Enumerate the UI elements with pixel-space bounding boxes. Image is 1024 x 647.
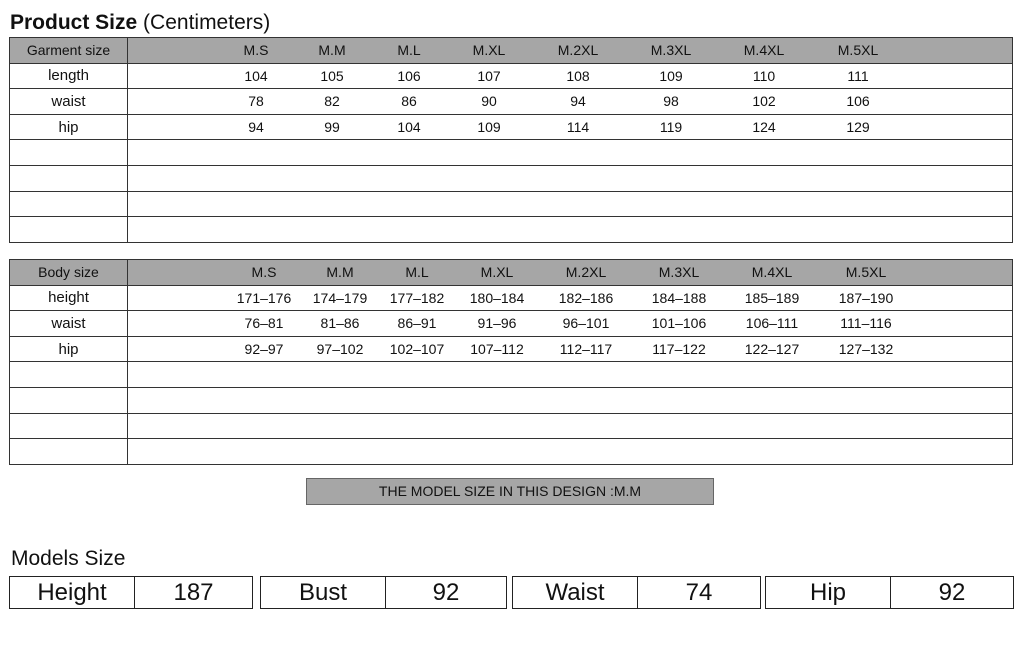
model-size-banner: THE MODEL SIZE IN THIS DESIGN :M.M <box>306 478 714 505</box>
table-cell: 91–96 <box>477 315 517 332</box>
column-header: M.5XL <box>837 42 879 59</box>
table-cell: 97–102 <box>316 341 364 358</box>
table-cell: 92–97 <box>244 341 284 358</box>
column-header: M.3XL <box>658 264 700 281</box>
row-label: length <box>10 63 128 89</box>
table-cell: 94 <box>570 93 586 110</box>
empty-row <box>10 165 1013 191</box>
table-cell: 107 <box>477 67 501 84</box>
column-header: M.XL <box>472 42 506 59</box>
page-title <box>10 10 270 36</box>
table-cell: 110 <box>752 67 776 84</box>
row-values <box>128 63 1013 89</box>
models-size-title: Models Size <box>11 547 126 570</box>
row-label: waist <box>10 89 128 115</box>
empty-row <box>10 413 1013 439</box>
table-cell: 78 <box>248 93 264 110</box>
table-cell: 104 <box>244 67 268 84</box>
empty-row <box>10 362 1013 388</box>
garment-size-table <box>9 37 1013 243</box>
column-header: M.M <box>318 42 346 59</box>
column-header: M.S <box>251 264 277 281</box>
table-cell: 102–107 <box>389 341 445 358</box>
table-cell: 109 <box>659 67 683 84</box>
model-hip-box <box>765 576 1014 609</box>
table-cell: 107–112 <box>470 341 524 358</box>
table-cell: 106 <box>397 67 421 84</box>
table-cell: 184–188 <box>651 289 707 306</box>
table-cell: 117–122 <box>652 341 706 358</box>
garment-header-row <box>10 38 1013 64</box>
table-cell: 98 <box>663 93 679 110</box>
model-height-label: Height <box>10 577 135 608</box>
model-bust-label: Bust <box>261 577 386 608</box>
column-header: M.L <box>397 42 421 59</box>
table-cell: 111 <box>847 67 869 84</box>
table-cell: 82 <box>324 93 340 110</box>
table-row <box>10 114 1013 140</box>
empty-row <box>10 217 1013 243</box>
table-cell: 105 <box>320 67 344 84</box>
row-label: hip <box>10 114 128 140</box>
table-cell: 111–116 <box>840 315 892 332</box>
table-cell: 108 <box>566 67 590 84</box>
column-header: M.2XL <box>557 42 599 59</box>
table-cell: 76–81 <box>244 315 284 332</box>
table-row <box>10 285 1013 311</box>
table-cell: 102 <box>752 93 776 110</box>
garment-header-values <box>128 38 1013 64</box>
table-cell: 180–184 <box>469 289 525 306</box>
body-header-row <box>10 260 1013 286</box>
body-header-label: Body size <box>10 260 128 286</box>
row-values <box>128 336 1013 362</box>
model-bust-box <box>260 576 507 609</box>
column-header: M.4XL <box>751 264 793 281</box>
table-cell: 94 <box>248 119 264 136</box>
table-cell: 174–179 <box>312 289 368 306</box>
table-cell: 182–186 <box>558 289 614 306</box>
model-waist-box <box>512 576 761 609</box>
table-cell: 104 <box>397 119 421 136</box>
model-hip-label: Hip <box>766 577 891 608</box>
row-label: waist <box>10 311 128 337</box>
table-cell: 124 <box>752 119 776 136</box>
column-header: M.5XL <box>845 264 887 281</box>
row-label: hip <box>10 336 128 362</box>
table-cell: 177–182 <box>389 289 445 306</box>
table-row <box>10 63 1013 89</box>
table-cell: 171–176 <box>236 289 292 306</box>
empty-row <box>10 140 1013 166</box>
model-waist-label: Waist <box>513 577 638 608</box>
empty-row <box>10 191 1013 217</box>
table-cell: 99 <box>324 119 340 136</box>
model-waist-value: 74 <box>685 579 713 606</box>
model-height-box <box>9 576 253 609</box>
row-values <box>128 311 1013 337</box>
table-cell: 106–111 <box>745 315 799 332</box>
table-row <box>10 336 1013 362</box>
empty-row <box>10 439 1013 465</box>
table-cell: 129 <box>846 119 870 136</box>
table-cell: 127–132 <box>838 341 894 358</box>
row-values <box>128 89 1013 115</box>
table-cell: 109 <box>477 119 501 136</box>
table-row <box>10 311 1013 337</box>
column-header: M.3XL <box>650 42 692 59</box>
column-header: M.XL <box>480 264 514 281</box>
title-main: Product Size <box>10 11 138 34</box>
model-bust-value: 92 <box>432 579 460 606</box>
column-header: M.4XL <box>743 42 785 59</box>
table-cell: 114 <box>566 119 590 136</box>
table-cell: 119 <box>659 119 683 136</box>
column-header: M.S <box>243 42 269 59</box>
row-label: height <box>10 285 128 311</box>
table-cell: 81–86 <box>320 315 360 332</box>
table-cell: 90 <box>481 93 497 110</box>
body-size-table <box>9 259 1013 465</box>
table-cell: 96–101 <box>562 315 610 332</box>
title-unit: (Centimeters) <box>143 11 271 34</box>
garment-header-label: Garment size <box>10 38 128 64</box>
row-values <box>128 285 1013 311</box>
column-header: M.M <box>326 264 354 281</box>
table-cell: 106 <box>846 93 870 110</box>
table-cell: 185–189 <box>744 289 800 306</box>
model-height-value: 187 <box>173 579 214 606</box>
column-header: M.2XL <box>565 264 607 281</box>
table-cell: 122–127 <box>744 341 800 358</box>
table-cell: 86–91 <box>397 315 437 332</box>
table-cell: 187–190 <box>838 289 894 306</box>
model-hip-value: 92 <box>938 579 966 606</box>
table-cell: 101–106 <box>651 315 707 332</box>
table-cell: 86 <box>401 93 417 110</box>
table-row <box>10 89 1013 115</box>
body-header-values <box>128 260 1013 286</box>
table-cell: 112–117 <box>559 341 613 358</box>
column-header: M.L <box>405 264 429 281</box>
empty-row <box>10 387 1013 413</box>
row-values <box>128 114 1013 140</box>
